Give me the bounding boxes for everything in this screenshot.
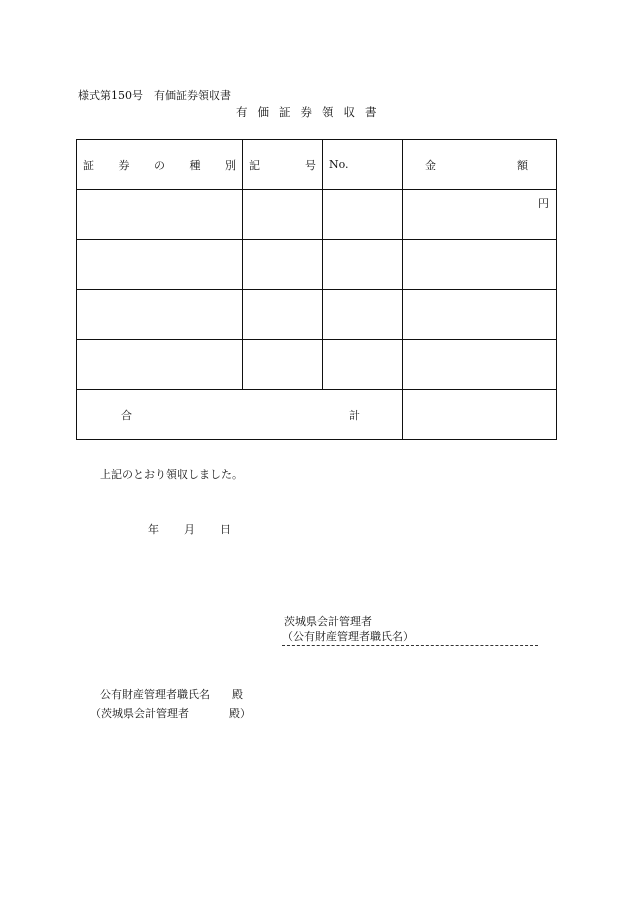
total-char: 合 <box>121 408 132 422</box>
header-type <box>77 140 243 190</box>
total-amount-cell[interactable] <box>403 390 557 440</box>
cell-mark[interactable] <box>243 340 323 390</box>
addressee-honorific: 殿 <box>232 688 243 701</box>
cell-number[interactable] <box>323 290 403 340</box>
cell-number[interactable] <box>323 240 403 290</box>
cell-amount[interactable] <box>403 340 557 390</box>
header-type-char: 種 <box>189 158 201 172</box>
header-type-char: 券 <box>118 158 130 172</box>
addressee-line-2 <box>90 705 251 721</box>
header-amount <box>403 140 557 190</box>
cell-type[interactable] <box>77 340 243 390</box>
addressee-line-1 <box>100 686 243 702</box>
cell-type[interactable] <box>77 290 243 340</box>
cell-mark[interactable] <box>243 240 323 290</box>
cell-type[interactable] <box>77 190 243 240</box>
table-row <box>77 240 557 290</box>
cell-number[interactable] <box>323 340 403 390</box>
header-amount-char: 金 <box>425 158 436 172</box>
header-amount-char: 額 <box>517 158 528 172</box>
header-mark-char: 記 <box>249 158 260 172</box>
form-number: 様式第150号 有価証券領収書 <box>78 89 231 102</box>
issuer-title: 茨城県会計管理者 <box>284 615 372 628</box>
cell-amount[interactable] <box>403 240 557 290</box>
date-month: 月 <box>184 523 195 536</box>
cell-mark[interactable] <box>243 190 323 240</box>
header-type-char: 証 <box>83 158 94 172</box>
cell-mark[interactable] <box>243 290 323 340</box>
cell-amount[interactable] <box>403 290 557 340</box>
addressee-alt-honorific: 殿） <box>229 707 251 720</box>
table-row <box>77 290 557 340</box>
document-title: 有価証券領収書 <box>236 105 387 119</box>
receipt-table <box>76 139 557 440</box>
cell-amount[interactable] <box>403 190 557 240</box>
cell-number[interactable] <box>323 190 403 240</box>
header-mark-char: 号 <box>305 158 316 172</box>
date-year: 年 <box>148 523 159 536</box>
header-number-label: No. <box>329 158 349 171</box>
signature-line <box>282 645 538 646</box>
addressee-alt-name: （茨城県会計管理者 <box>90 707 189 720</box>
header-mark <box>243 140 323 190</box>
receipt-statement: 上記のとおり領収しました。 <box>100 468 243 481</box>
issuer-alt-title: （公有財産管理者職氏名） <box>282 630 414 643</box>
date-day: 日 <box>220 523 231 536</box>
date-line <box>148 521 231 537</box>
header-row <box>77 140 557 190</box>
yen-unit: 円 <box>538 197 549 210</box>
total-char: 計 <box>349 408 360 422</box>
addressee-name: 公有財産管理者職氏名 <box>100 688 210 701</box>
table-row <box>77 340 557 390</box>
table-row <box>77 190 557 240</box>
total-label-cell <box>77 390 403 440</box>
cell-type[interactable] <box>77 240 243 290</box>
header-number <box>323 140 403 190</box>
header-type-char: の <box>154 158 165 172</box>
total-row <box>77 390 557 440</box>
header-type-char: 別 <box>225 158 236 172</box>
